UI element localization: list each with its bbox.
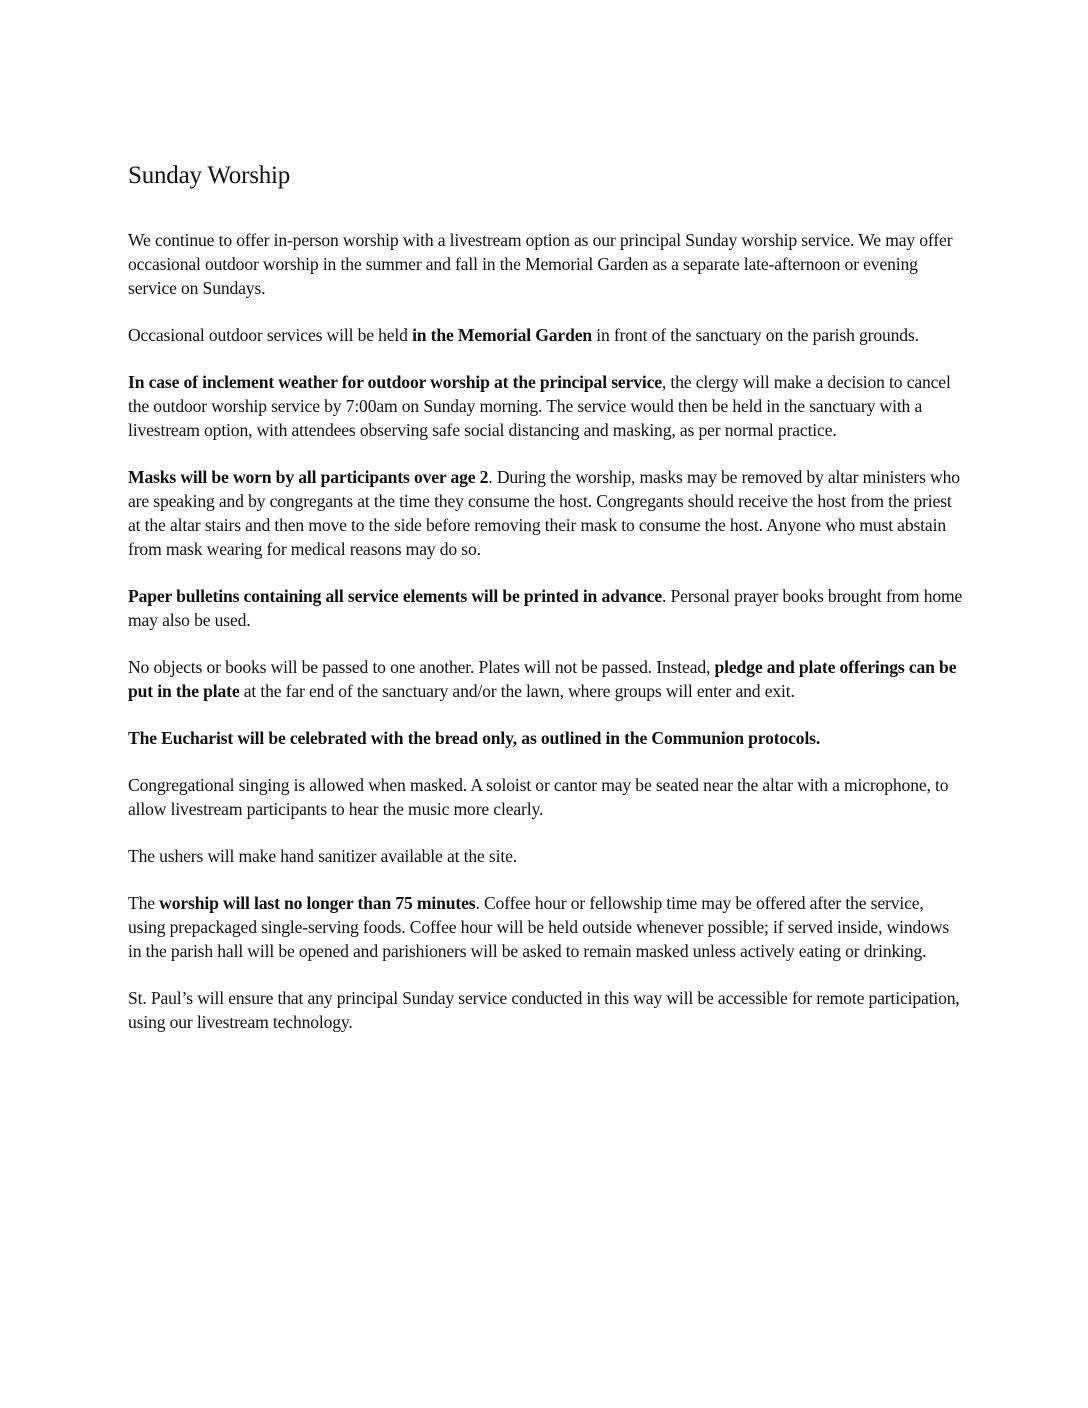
paragraph-bold-text: in the Memorial Garden: [412, 325, 593, 345]
paragraph-text: We continue to offer in-person worship with a livestream option as our principal Sunday worship service. We may offer occasional outdoor worship in the summer and fall in the Memorial Garden as a separate late-afternoon or evening service on Sundays.: [128, 230, 953, 298]
paragraph-text: . Personal prayer books brought from home may also be used.: [128, 586, 963, 630]
paragraph-text: Congregational singing is allowed when masked. A soloist or cantor may be seated near the altar with a microphone, to allow livestream participants to hear the music more clearly.: [128, 775, 949, 819]
paragraph-remote-participation: [128, 986, 964, 1034]
paragraph-text: Occasional outdoor services will be held: [128, 325, 413, 345]
paragraph-eucharist: [128, 726, 964, 750]
paragraph-bold-text: pledge and plate offerings can be put in the plate: [128, 657, 957, 701]
paragraph-text: in front of the sanctuary on the parish grounds.: [592, 325, 919, 345]
paragraph-inperson-worship: [128, 228, 964, 300]
paragraph-outdoor-services: [128, 323, 964, 347]
paragraph-sanitizer: [128, 844, 964, 868]
paragraph-text: at the far end of the sanctuary and/or the lawn, where groups will enter and exit.: [239, 681, 795, 701]
paragraph-text: . During the worship, masks may be removed by altar ministers who are speaking and by congregants at the time they consume the host. Congregants should receive the host from the priest at the altar stairs and then move to the side before removing their mask to consume the host. Anyone who must abstain from mask wearing for medical reasons may do so.: [128, 467, 960, 559]
paragraph-bold-text: Paper bulletins containing all service elements will be printed in advance: [128, 586, 662, 606]
paragraph-bold-text: In case of inclement weather for outdoor worship at the principal service: [128, 372, 662, 392]
paragraph-bold-text: The Eucharist will be celebrated with the bread only, as outlined in the Communion protocols.: [128, 728, 821, 748]
paragraph-text: The ushers will make hand sanitizer available at the site.: [128, 846, 517, 866]
paragraph-inclement-weather: [128, 370, 964, 442]
paragraph-masks: [128, 465, 964, 561]
paragraph-offerings: [128, 655, 964, 703]
paragraph-bold-text: Masks will be worn by all participants over age 2: [128, 467, 489, 487]
paragraph-text: St. Paul’s will ensure that any principal Sunday service conducted in this way will be accessible for remote participation, using our livestream technology.: [128, 988, 960, 1032]
paragraph-text: The: [128, 893, 160, 913]
paragraph-duration-coffee-hour: [128, 891, 964, 963]
page-title: Sunday Worship: [128, 162, 291, 189]
document-page: [128, 158, 964, 1034]
paragraph-text: , the clergy will make a decision to cancel the outdoor worship service by 7:00am on Sunday morning. The service would then be held in the sanctuary with a livestream option, with attendees observing safe social distancing and masking, as per normal practice.: [128, 372, 951, 440]
paragraph-text: No objects or books will be passed to one another. Plates will not be passed. Instead,: [128, 657, 715, 677]
paragraph-bold-text: worship will last no longer than 75 minutes: [159, 893, 476, 913]
paragraph-paper-bulletins: [128, 584, 964, 632]
paragraph-text: . Coffee hour or fellowship time may be offered after the service, using prepackaged single-serving foods. Coffee hour will be held outside whenever possible; if served inside, windows in the parish hall will be opened and parishioners will be asked to remain masked unless actively eating or drinking.: [128, 893, 950, 961]
paragraph-singing: [128, 773, 964, 821]
